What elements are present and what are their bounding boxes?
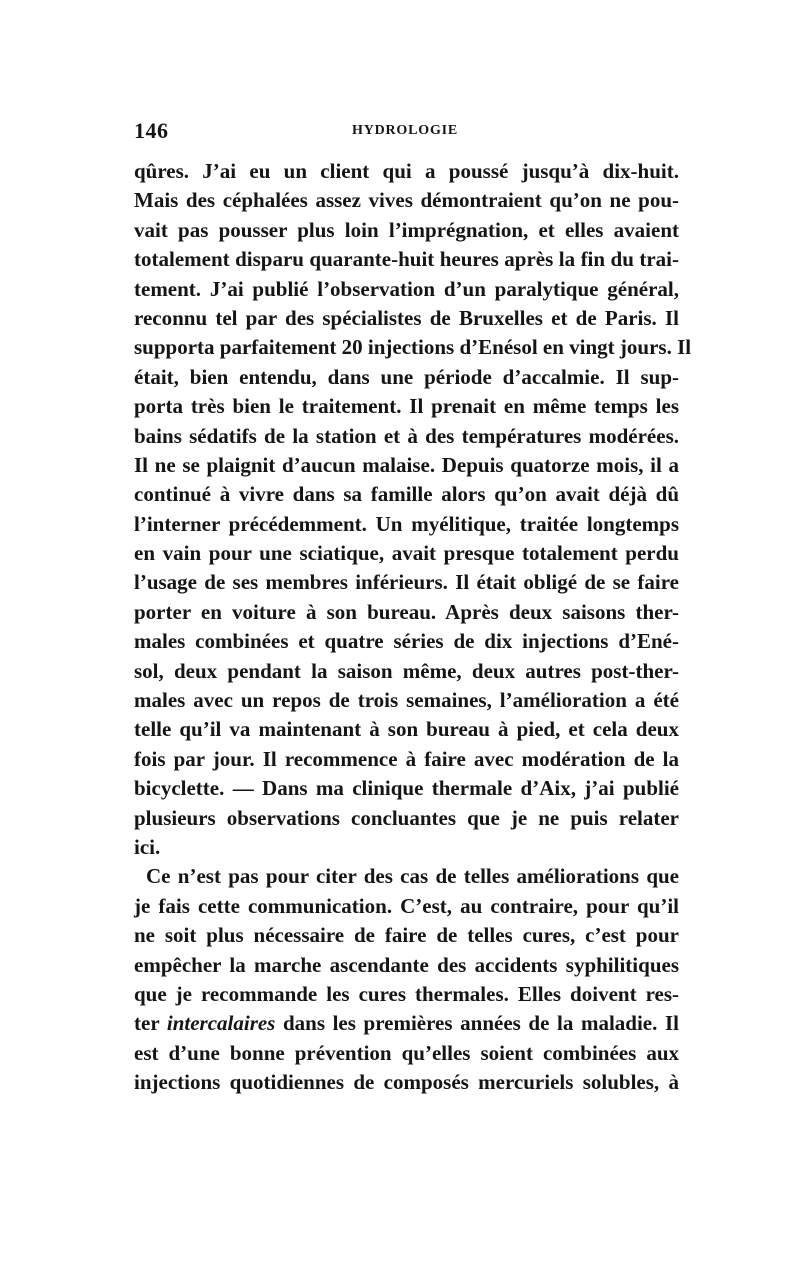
text-line: je fais cette communication. C’est, au contraire, pour qu’il <box>134 893 679 918</box>
text-line: qûres. J’ai eu un client qui a poussé jusqu’à dix-huit. <box>134 159 679 183</box>
paragraph-last-line: ici. <box>134 834 161 859</box>
body-text <box>134 157 692 1098</box>
text-line: injections quotidiennes de composés mercuriels solubles, à <box>134 1070 679 1095</box>
text-line: en vain pour une sciatique, avait presque totalement perdu <box>134 541 679 566</box>
text-line: sol, deux pendant la saison même, deux autres post-ther- <box>134 658 679 683</box>
text-line: telle qu’il va maintenant à son bureau à pied, et cela deux <box>134 717 679 742</box>
text-line: Il ne se plaignit d’aucun malaise. Depuis quatorze mois, il a <box>134 452 679 477</box>
text-line: bicyclette. — Dans ma clinique thermale d’Aix, j’ai publié <box>134 776 679 801</box>
text-line: continué à vivre dans sa famille alors qu’on avait déjà dû <box>134 482 679 507</box>
text-line: plusieurs observations concluantes que je ne puis relater <box>134 805 679 830</box>
text-line: reconnu tel par des spécialistes de Bruxelles et de Paris. Il <box>134 305 679 330</box>
text-line: supporta parfaitement 20 injections d’Enésol en vingt jours. Il <box>134 335 692 360</box>
text-line: fois par jour. Il recommence à faire avec modération de la <box>134 746 679 771</box>
running-title: HYDROLOGIE <box>352 123 459 138</box>
text-line: ne soit plus nécessaire de faire de telles cures, c’est pour <box>134 923 679 948</box>
text-segment: ter <box>134 1011 167 1036</box>
text-line: empêcher la marche ascendante des accidents syphilitiques <box>134 952 679 977</box>
italic-word: intercalaires <box>166 1011 276 1036</box>
paragraph-first-line: Ce n’est pas pour citer des cas de telles améliorations que <box>146 864 679 889</box>
text-line: tement. J’ai publié l’observation d’un paralytique général, <box>134 276 679 301</box>
text-line: porter en voiture à son bureau. Après deux saisons ther- <box>134 599 679 624</box>
text-line: l’usage de ses membres inférieurs. Il était obligé de se faire <box>134 570 679 595</box>
text-line: porta très bien le traitement. Il prenait en même temps les <box>134 394 679 419</box>
text-line: totalement disparu quarante-huit heures après la fin du trai- <box>134 247 679 272</box>
text-line: l’interner précédemment. Un myélitique, traitée longtemps <box>134 511 679 536</box>
text-line: est d’une bonne prévention qu’elles soient combinées aux <box>134 1040 679 1065</box>
text-line: que je recommande les cures thermales. Elles doivent res- <box>134 981 679 1006</box>
page-number: 146 <box>134 118 169 143</box>
text-line: males avec un repos de trois semaines, l’amélioration a été <box>134 688 679 713</box>
text-line: males combinées et quatre séries de dix injections d’Ené- <box>134 629 679 654</box>
text-line: bains sédatifs de la station et à des températures modérées. <box>134 423 679 448</box>
text-line: était, bien entendu, dans une période d’accalmie. Il sup- <box>134 364 679 389</box>
page-header <box>134 118 679 146</box>
text-segment: dans les premières années de la maladie. Il <box>275 1011 679 1036</box>
text-line: vait pas pousser plus loin l’imprégnation, et elles avaient <box>134 217 679 242</box>
text-line-with-emphasis <box>134 1009 679 1038</box>
text-line: Mais des céphalées assez vives démontraient qu’on ne pou- <box>134 188 679 213</box>
